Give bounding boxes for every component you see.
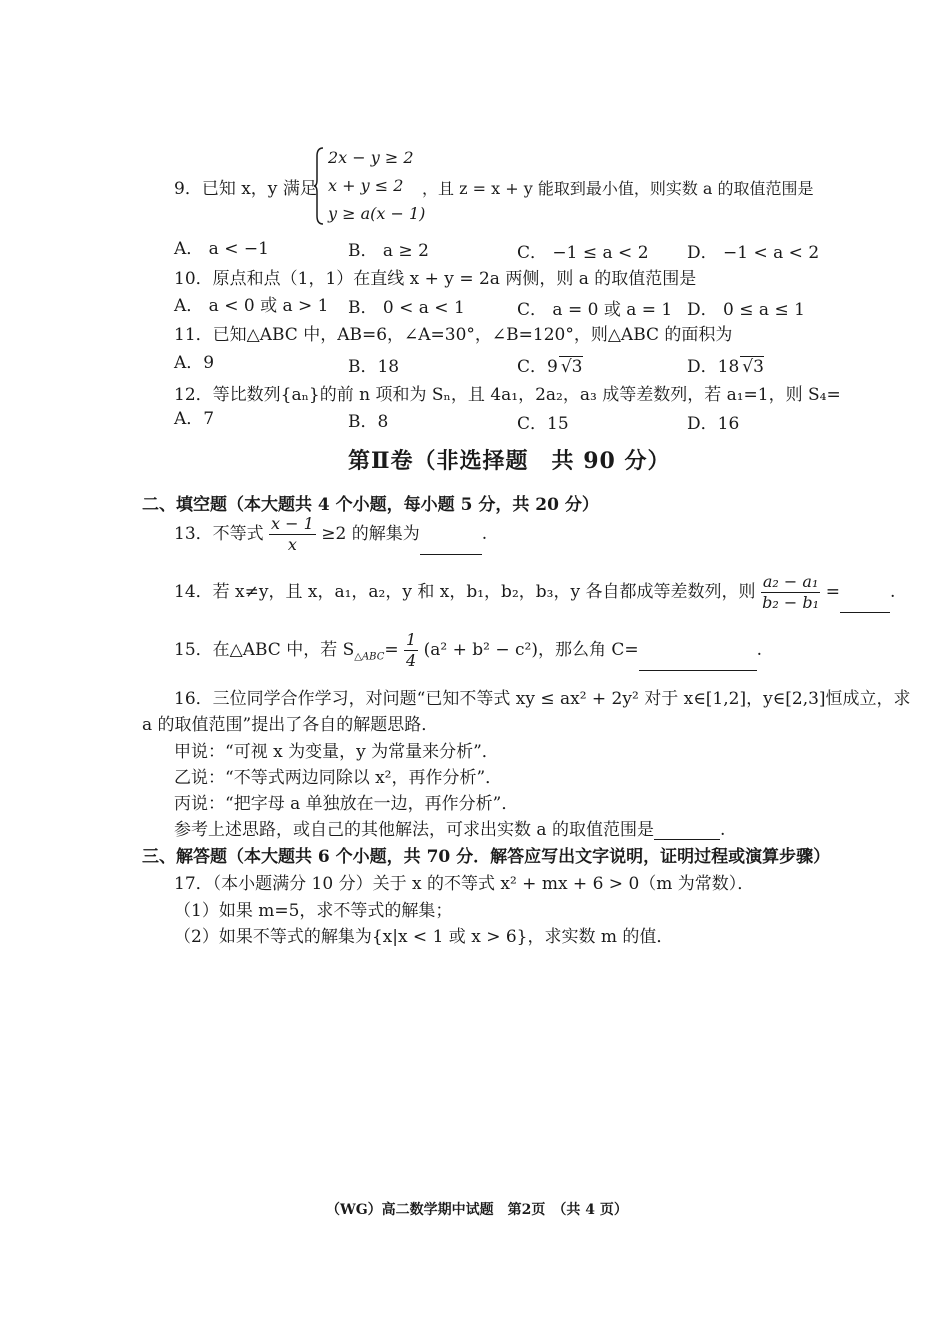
page-footer: （WG）高二数学期中试题 第2页 （共 4 页） [326,1202,628,1218]
section3-heading: 三、解答题（本大题共 6 个小题，共 70 分．解答应写出文字说明，证明过程或演算步骤） [142,847,831,867]
q15: 15．在△ABC 中，若 $S_{\triangle ABC}=$ $\frac{1}{4}$ (a² + b² − c²)，那么角 C= . [174,630,763,670]
q9-suffix: ，且 z = x + y 能取到最小值，则实数 a 的取值范围是 [422,179,814,198]
q15-suffix: (a² + b² − c²)，那么角 C= [423,640,639,660]
q16-jia: 甲说：“可视 x 为变量，y 为常量来分析”． [174,742,499,762]
sqrt-symbol: √3 [560,357,583,377]
q14-answer-blank[interactable] [840,594,890,613]
section2-heading: 二、填空题（本大题共 4 个小题，每小题 5 分，共 20 分） [142,495,599,515]
q12-option-a: A．7 [174,409,215,429]
q15-answer-blank[interactable] [639,652,757,671]
q13-prefix: 13．不等式 [174,524,264,544]
sqrt-symbol: √3 [742,357,764,377]
q10-option-a: A． a < 0 或 a > 1 [174,296,329,316]
q15-fraction: $\frac{1}{4}$ [406,630,417,670]
q9-prefix: 9．已知 x，y 满足 [174,179,317,199]
q15-prefix: 15．在△ABC 中，若 S [174,640,355,660]
part2-title: 第Ⅱ卷（非选择题 共 90 分） [348,448,671,474]
q11-option-b: B．18 [348,357,400,377]
q17-text: 17．（本小题满分 10 分）关于 x 的不等式 x² + mx + 6 > 0（m 为常数）． [174,874,755,894]
q9-option-d: D． −1 < a < 2 [687,243,820,263]
q12-text: 12．等比数列{aₙ}的前 n 项和为 Sₙ，且 4a₁，2a₂，a₃ 成等差数列，若 a₁=1，则 S₄= [174,385,841,405]
q9-constraint-1: 2x − y ≥ 2 [328,148,414,167]
q14-suffix: = [825,582,841,602]
q12-option-d: D．16 [687,414,740,434]
q11-option-d [687,352,764,377]
q10-option-d: D． 0 ≤ a ≤ 1 [687,300,805,320]
q11-option-c-label: C．9 [517,357,558,377]
q10-option-b: B． 0 < a < 1 [348,298,465,318]
q11-option-a: A．9 [174,353,215,373]
q12-option-c: C．15 [517,414,569,434]
q13: 13．不等式 $\frac{x - 1}{x}$ ≥2 的解集为 . [174,514,488,554]
q14-prefix: 14．若 x≠y，且 x，a₁，a₂，y 和 x，b₁，b₂，b₃，y 各自都成等差数列，则 [174,582,756,602]
q11-text: 11．已知△ABC 中，AB=6，∠A=30°，∠B=120°，则△ABC 的面积为 [174,325,733,345]
left-brace-icon [314,146,324,226]
q16-line2: a 的取值范围”提出了各自的解题思路． [142,715,439,735]
q13-answer-blank[interactable] [420,536,482,555]
q13-suffix: ≥2 的解集为 [321,524,420,544]
q13-fraction: $\frac{x - 1}{x}$ [271,514,314,554]
q12-option-b: B．8 [348,412,389,432]
q16-yi: 乙说：“不等式两边同除以 x²，再作分析”． [174,768,503,788]
q16-ask: 参考上述思路，或自己的其他解法，可求出实数 a 的取值范围是 . [174,820,726,840]
q9-constraint-3: y ≥ a(x − 1) [328,204,426,223]
q9-option-c: C． −1 ≤ a < 2 [517,243,649,263]
q9-constraint-2: x + y ≤ 2 [328,176,404,195]
q10-text: 10．原点和点（1，1）在直线 x + y = 2a 两侧，则 a 的取值范围是 [174,269,697,289]
q16-answer-blank[interactable] [654,821,720,840]
q14: 14．若 x≠y，且 x，a₁，a₂，y 和 x，b₁，b₂，b₃，y 各自都成等差数列，则 $\frac{\text{a₂ − a₁}}{\text{b₂ − b₁}}$ = . [174,572,896,612]
q9-inequality-system [314,146,426,226]
q17-part2: （2）如果不等式的解集为{x|x < 1 或 x > 6}，求实数 m 的值． [174,927,674,947]
q16-bing: 丙说：“把字母 a 单独放在一边，再作分析”． [174,794,519,814]
q9-option-b: B． a ≥ 2 [348,241,429,261]
q16-line1: 16．三位同学合作学习，对问题“已知不等式 xy ≤ ax² + 2y² 对于 x∈[1,2]，y∈[2,3]恒成立，求 [174,689,911,709]
q17-part1: （1）如果 m=5，求不等式的解集； [174,901,453,921]
q9-option-a: A． a < −1 [174,239,269,259]
q14-fraction: $\frac{\text{a₂ − a₁}}{\text{b₂ − b₁}}$ [762,572,820,612]
q11-option-d-label: D．18 [687,357,740,377]
q15-subscript: △ABC [354,651,385,663]
q11-option-c [517,352,583,377]
q10-option-c: C． a = 0 或 a = 1 [517,300,673,320]
